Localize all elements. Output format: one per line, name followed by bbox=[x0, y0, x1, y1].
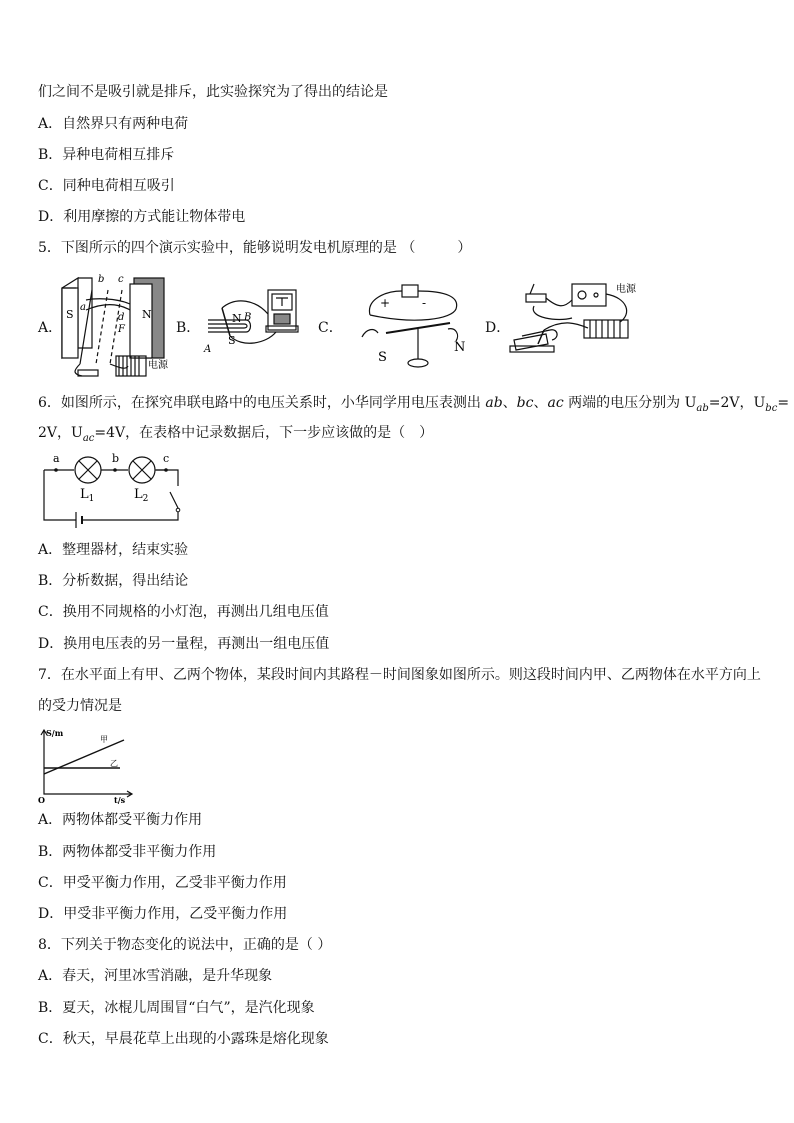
q8-stem: 8．下列关于物态变化的说法中，正确的是（ ） bbox=[38, 937, 332, 953]
q5-fig-b-s-label: S bbox=[228, 334, 236, 347]
q6-option-d: D．换用电压表的另一量程，再测出一组电压值 bbox=[38, 636, 330, 652]
q6-label-a: a bbox=[53, 452, 60, 465]
q5-fig-c-minus-label: - bbox=[422, 296, 427, 310]
q4-option-d: D．利用摩擦的方式能让物体带电 bbox=[38, 209, 246, 225]
q5-option-d-label: D． bbox=[485, 320, 511, 336]
q5-fig-c-n-label: N bbox=[454, 340, 466, 355]
q5-figure-d bbox=[508, 278, 648, 366]
q7-yi-label: 乙 bbox=[110, 759, 118, 768]
q8-option-a: A．春天，河里冰雪消融，是升华现象 bbox=[38, 968, 273, 984]
q7-st-graph bbox=[36, 726, 136, 804]
q5-stem: 5．下图所示的四个演示实验中，能够说明发电机原理的是 （ ） bbox=[38, 240, 472, 256]
q7-option-a: A．两物体都受平衡力作用 bbox=[38, 812, 203, 828]
q4-option-c: C．同种电荷相互吸引 bbox=[38, 178, 175, 194]
q5-fig-a-a-label: a bbox=[80, 302, 86, 313]
q7-stem-line1: 7．在水平面上有甲、乙两个物体，某段时间内其路程－时间图象如图所示。则这段时间内甲、乙两物体在水平方向上 bbox=[38, 667, 761, 683]
q5-figure-a bbox=[56, 270, 178, 382]
q5-fig-b-a-label: A bbox=[204, 344, 212, 355]
q5-fig-a-f-label: F bbox=[118, 324, 125, 335]
q5-option-b-label: B． bbox=[176, 320, 201, 336]
q4-option-b: B．异种电荷相互排斥 bbox=[38, 147, 175, 163]
q7-y-axis-label: S/m bbox=[46, 728, 64, 738]
q6-option-a: A．整理器材，结束实验 bbox=[38, 542, 189, 558]
q8-option-c: C．秋天，早晨花草上出现的小露珠是熔化现象 bbox=[38, 1031, 329, 1047]
q5-figure-b bbox=[196, 286, 308, 358]
q6-label-l2: $L_2$ bbox=[134, 487, 149, 504]
q7-origin-label: O bbox=[38, 795, 45, 804]
q6-label-b: b bbox=[112, 452, 120, 465]
q5-fig-a-n-label: N bbox=[142, 308, 152, 321]
q7-line-jia bbox=[44, 740, 124, 774]
q5-fig-b-n-label: N bbox=[232, 312, 242, 325]
q6-label-c: c bbox=[163, 452, 170, 465]
q6-node-a bbox=[54, 468, 58, 472]
q7-x-axis-label: t/s bbox=[114, 795, 126, 804]
q6-label-l1: $L_1$ bbox=[80, 487, 95, 504]
q6-option-b: B．分析数据，得出结论 bbox=[38, 573, 189, 589]
q5-option-c-label: C． bbox=[318, 320, 343, 336]
q5-fig-a-c-label: c bbox=[118, 274, 124, 285]
q6-stem-line1: 6．如图所示，在探究串联电路中的电压关系时，小华同学用电压表测出 ab、bc、ac 两端的电压分别为 $U_{ab}=2V$，$U_{bc}=$ bbox=[38, 395, 790, 414]
q6-node-c bbox=[164, 468, 168, 472]
q8-option-b: B．夏天，冰棍儿周围冒“白气”，是汽化现象 bbox=[38, 1000, 315, 1016]
q7-option-c: C．甲受平衡力作用，乙受非平衡力作用 bbox=[38, 875, 287, 891]
q7-option-d: D．甲受非平衡力作用，乙受平衡力作用 bbox=[38, 906, 288, 922]
q4-option-a: A．自然界只有两种电荷 bbox=[38, 116, 189, 132]
q7-option-b: B．两物体都受非平衡力作用 bbox=[38, 844, 217, 860]
q5-fig-a-b-label: b bbox=[98, 274, 105, 285]
q5-fig-a-power-label: 电源 bbox=[148, 360, 168, 371]
q5-fig-a-d-label: d bbox=[118, 312, 125, 323]
q5-option-a-label: A． bbox=[38, 320, 63, 336]
q5-fig-b-b-label: B bbox=[244, 312, 252, 323]
q5-fig-c-plus-label: + bbox=[380, 296, 391, 310]
q6-switch-contact bbox=[176, 508, 180, 512]
q6-stem-line2: 2V，$U_{ac}=4V$，在表格中记录数据后，下一步应该做的是（ ） bbox=[38, 425, 434, 444]
q6-option-c: C．换用不同规格的小灯泡，再测出几组电压值 bbox=[38, 604, 329, 620]
q6-node-b bbox=[113, 468, 117, 472]
q5-figure-c bbox=[356, 281, 472, 376]
q5-fig-a-s-label: S bbox=[66, 308, 74, 321]
q5-fig-c-s-label: S bbox=[378, 350, 387, 365]
q5-fig-d-power-label: 电源 bbox=[616, 284, 636, 295]
q7-stem-line2: 的受力情况是 bbox=[38, 698, 122, 714]
q4-stem-tail: 们之间不是吸引就是排斥，此实验探究为了得出的结论是 bbox=[38, 84, 388, 100]
q7-jia-label: 甲 bbox=[100, 735, 108, 744]
q6-circuit-diagram bbox=[36, 450, 186, 528]
